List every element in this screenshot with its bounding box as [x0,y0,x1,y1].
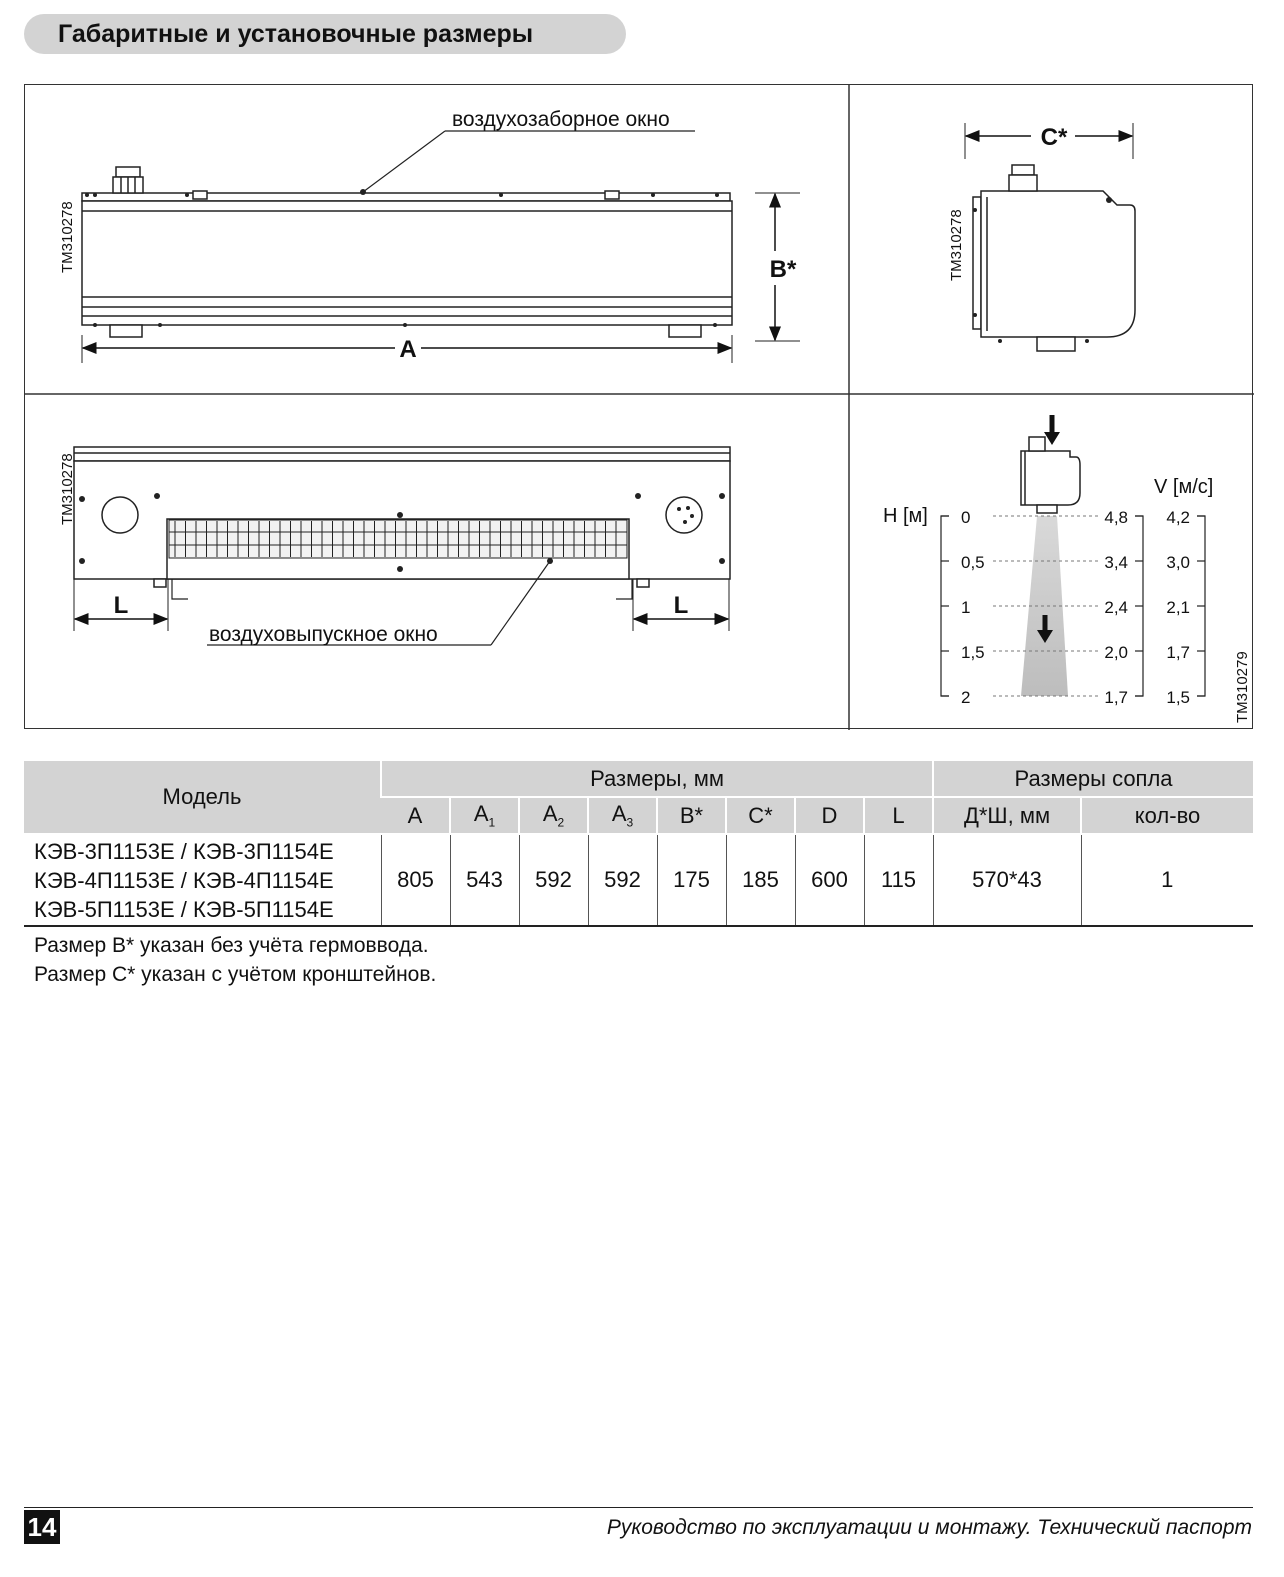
col-a1: $A_1$ [450,797,519,834]
header-nozzle: Размеры сопла [933,761,1253,797]
models-cell [24,834,381,926]
note: Размер B* указан без учёта гермоввода. [34,934,429,957]
v-jet-value: 3,4 [1104,553,1128,572]
bottom-view [74,447,730,587]
value-d: 600 [795,834,864,926]
col-d: D [795,797,864,834]
value-l: 115 [864,834,933,926]
h-value: 0,5 [961,553,985,572]
dim-a-label: A [399,336,417,363]
v-jet-value: 2,4 [1104,598,1128,617]
value-a2: 592 [519,834,588,926]
model-name: КЭВ-5П1153Е / КЭВ-5П1154Е [34,896,334,922]
side-view [973,165,1135,351]
tm-code-airflow: TM310279 [1234,651,1251,723]
tm-code-side: TM310278 [948,209,965,281]
dim-b-label: B* [769,256,797,283]
model-name: КЭВ-3П1153Е / КЭВ-3П1154Е [34,838,334,864]
value-a3: 592 [588,834,657,926]
col-qty: кол-во [1081,797,1253,834]
drawings-svg [25,85,1254,730]
col-a: A [381,797,450,834]
note: Размер C* указан с учётом кронштейнов. [34,963,437,986]
h-value: 1,5 [961,643,985,662]
value-b: 175 [657,834,726,926]
model-name: КЭВ-4П1153Е / КЭВ-4П1154Е [34,867,334,893]
specs-table [24,761,1253,927]
intake-label: воздухозаборное окно [452,108,670,131]
tm-code-bottom: TM310278 [59,453,76,525]
value-c: 185 [726,834,795,926]
v-axis-label: V [м/с] [1154,476,1214,498]
v-value: 4,2 [1166,508,1190,527]
value-qty: 1 [1081,834,1253,926]
header-sizes: Размеры, мм [381,761,933,797]
h-value: 1 [961,598,971,617]
value-a1: 543 [450,834,519,926]
dim-l-right-label: L [673,592,689,619]
h-axis-label: H [м] [883,505,928,527]
col-dsh: Д*Ш, мм [933,797,1081,834]
table-row [24,834,1253,926]
page-number: 14 [24,1510,60,1544]
h-value: 0 [961,508,971,527]
v-value: 1,7 [1166,643,1190,662]
tm-code-front: TM310278 [59,201,76,273]
col-b: B* [657,797,726,834]
section-title: Габаритные и установочные размеры [24,14,626,54]
v-value: 2,1 [1166,598,1190,617]
outlet-label: воздуховыпускное окно [209,623,438,646]
h-value: 2 [961,688,971,707]
air-in-arrow-icon [1044,432,1060,445]
v-jet-value: 2,0 [1104,643,1128,662]
col-a2: $A_2$ [519,797,588,834]
value-dsh: 570*43 [933,834,1081,926]
dimension-drawings [24,84,1253,729]
dim-c-label: C* [1040,124,1068,151]
v-jet-value: 1,7 [1104,688,1128,707]
airflow-diagram [883,415,1213,707]
notes [34,931,436,989]
unit-side-icon [1021,437,1080,513]
col-l: L [864,797,933,834]
v-jet-value: 4,8 [1104,508,1128,527]
col-a3: $A_3$ [588,797,657,834]
v-value: 1,5 [1166,688,1190,707]
front-view [82,167,732,337]
col-c: C* [726,797,795,834]
footer-text: Руководство по эксплуатации и монтажу. Технический паспорт [606,1516,1252,1539]
dim-l-left-label: L [113,592,129,619]
v-value: 3,0 [1166,553,1190,572]
header-model: Модель [24,761,381,834]
value-a: 805 [381,834,450,926]
footer-rule [24,1507,1253,1508]
